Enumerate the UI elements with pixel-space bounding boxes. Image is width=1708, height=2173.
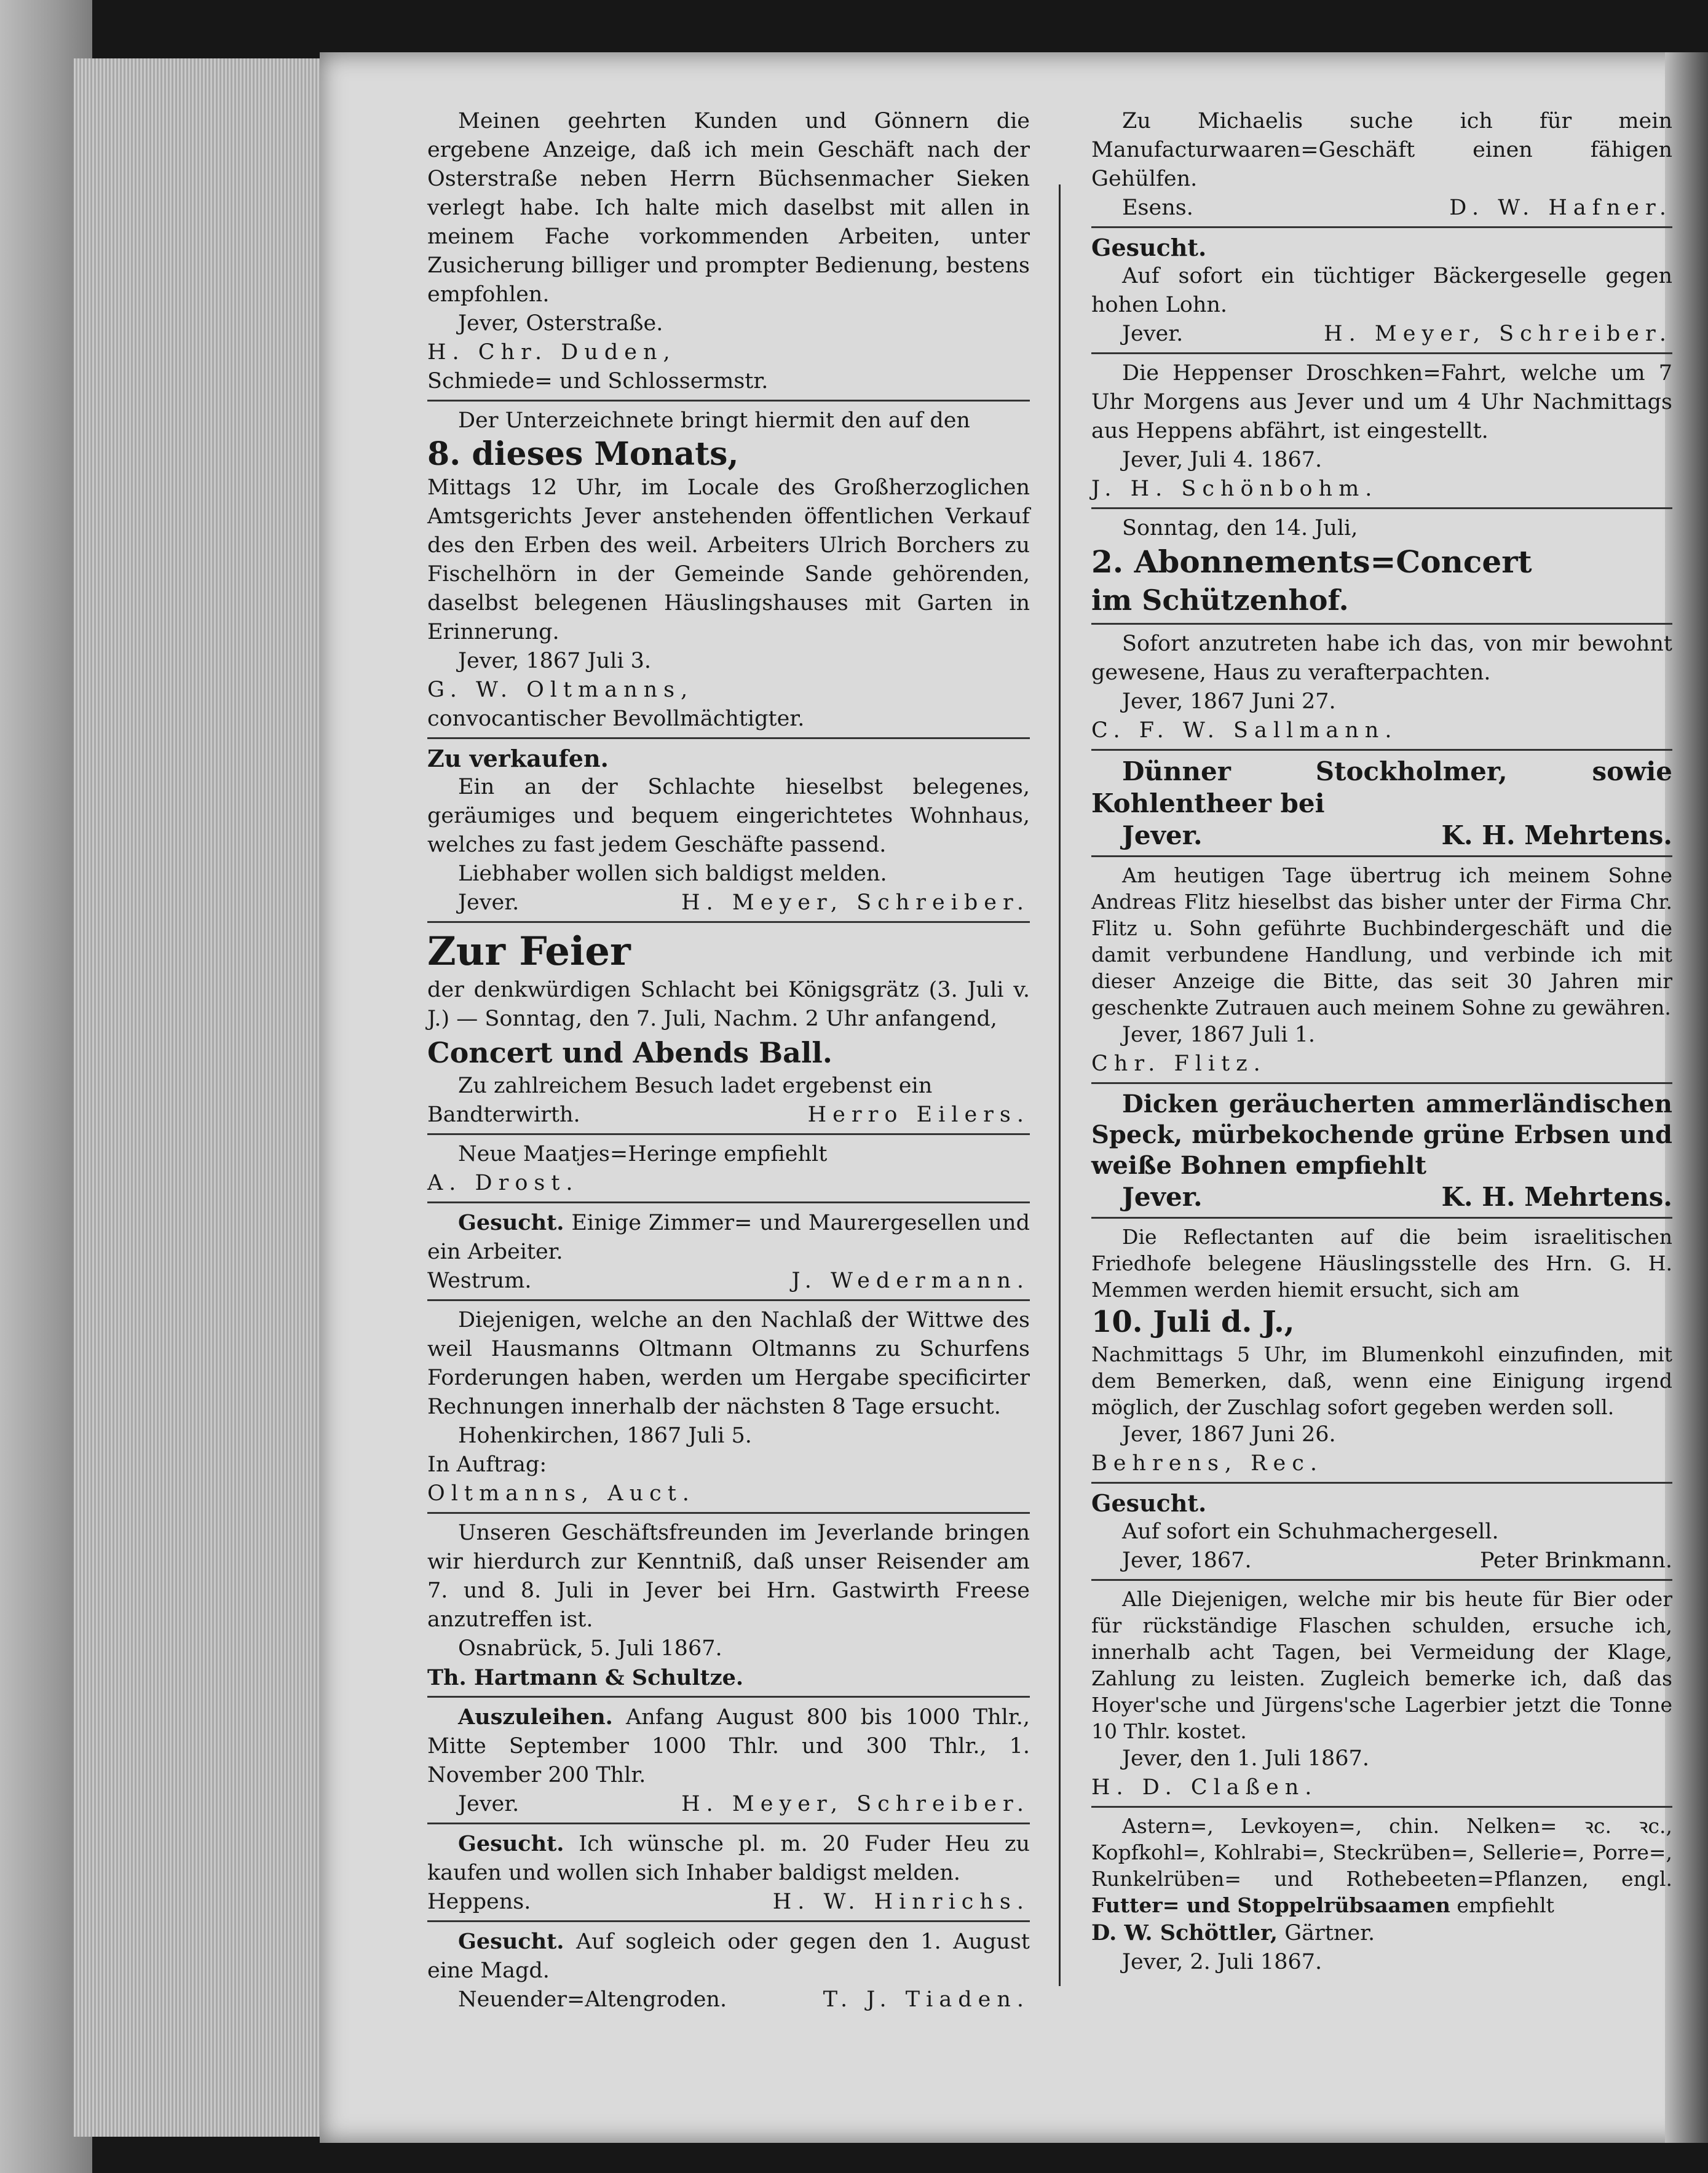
ad-date-heading: 8. dieses Monats,: [427, 435, 739, 473]
ad-date: Sonntag, den 14. Juli,: [1122, 516, 1358, 540]
ad-verkaufen: [427, 742, 1030, 923]
ad-signature: G. W. Oltmanns,: [427, 678, 694, 702]
ad-signature: Behrens, Rec.: [1091, 1451, 1323, 1476]
ad-hartmann: [427, 1516, 1030, 1698]
ad-text2: Liebhaber wollen sich baldigst melden.: [458, 861, 887, 886]
ad-signature: K. H. Mehrtens.: [1441, 820, 1672, 850]
ad-signature: C. F. W. Sallmann.: [1091, 718, 1398, 743]
ad-intro: Der Unterzeichnete bringt hiermit den auf den: [458, 408, 970, 433]
ad-signature: Peter Brinkmann.: [1480, 1548, 1672, 1573]
ad-date: Hohenkirchen, 1867 Juli 5.: [458, 1423, 752, 1448]
ad-heading: Zur Feier: [427, 928, 631, 975]
ad-schuhmacher: [1091, 1486, 1672, 1581]
ad-duden: [427, 105, 1030, 402]
ad-place: Jever.: [1122, 820, 1203, 850]
ad-footer: [427, 1985, 1030, 2014]
ad-signature: H. Meyer, Schreiber.: [681, 890, 1030, 915]
right-column: [1091, 105, 1672, 1983]
ad-title: Schmiede= und Schlossermstr.: [427, 369, 769, 394]
ad-footer: [427, 1888, 1030, 1917]
ad-maatjes: [427, 1138, 1030, 1203]
ad-text: Ich wünsche pl. m. 20 Fuder Heu zu kaufen und wollen sich Inhaber baldigst melden.: [427, 1832, 1030, 1885]
ad-text: der denkwürdigen Schlacht bei Königsgrätz (3. Juli v. J.) — Sonntag, den 7. Juli, Nachm. 2 Uhr anfangend,: [427, 978, 1030, 1031]
ad-place: Jever.: [1122, 1182, 1203, 1212]
ad-date: Jever, 1867.: [1122, 1548, 1252, 1573]
ad-place: Neuender=Altengroden.: [458, 1987, 727, 2012]
ad-date: Jever, Juli 4. 1867.: [1122, 448, 1323, 472]
ad-sallmann: [1091, 627, 1672, 751]
ad-signature: Chr. Flitz.: [1091, 1051, 1267, 1076]
ad-text: Anfang August 800 bis 1000 Thlr., Mitte September 1000 Thlr. und 300 Thlr., 1. November 200 Thlr.: [427, 1705, 1030, 1787]
ad-nachlass: [427, 1304, 1030, 1514]
ad-event: Concert und Abends Ball.: [427, 1036, 832, 1069]
ad-signature: J. Wedermann.: [791, 1269, 1030, 1293]
ad-footer: [427, 1101, 1030, 1130]
ad-signature: D. W. Hafner.: [1449, 196, 1672, 220]
ad-hafner: [1091, 105, 1672, 228]
ad-place: Heppens.: [427, 1890, 531, 1914]
ad-text: Diejenigen, welche an den Nachlaß der Wittwe des weil Hausmanns Oltmann Oltmanns zu Schurfens Forderungen haben, werden um Hergabe specificirter Rechnungen innerhalb der nächsten 8 Tage ersucht.: [427, 1308, 1030, 1419]
ad-date-heading: 10. Juli d. J.,: [1091, 1305, 1295, 1339]
ad-footer: [427, 1790, 1030, 1819]
ad-text: Die Reflectanten auf die beim israelitischen Friedhofe belegene Häuslingsstelle des Hrn. G. H. Memmen werden hiemit ersucht, sich am: [1091, 1225, 1672, 1302]
ad-heading: Gesucht.: [458, 1210, 564, 1235]
ad-signature: J. H. Schönbohm.: [1091, 477, 1378, 501]
ad-text: Die Heppenser Droschken=Fahrt, welche um 7 Uhr Morgens aus Jever und um 4 Uhr Nachmittags aus Heppens abfährt, ist eingestellt.: [1091, 361, 1672, 443]
ad-footer: [1091, 320, 1672, 349]
ad-place: Bandterwirth.: [427, 1102, 580, 1127]
ad-flitz: [1091, 860, 1672, 1084]
ad-title: Gärtner.: [1284, 1921, 1375, 1945]
ad-text: Einige Zimmer= und Maurergesellen und ein Arbeiter.: [427, 1211, 1030, 1264]
ad-place: Jever.: [458, 890, 520, 915]
ad-footer: [1091, 1546, 1672, 1575]
ad-text: Neue Maatjes=Heringe empfiehlt: [458, 1142, 828, 1166]
page-block-edges: [74, 58, 332, 2137]
ad-schoettler: [1091, 1810, 1672, 1981]
ad-feier: [427, 925, 1030, 1135]
ad-date: Jever, 1867 Juli 3.: [458, 649, 652, 673]
ad-signature: A. Drost.: [427, 1171, 579, 1195]
ad-date: Jever, 2. Juli 1867.: [1122, 1950, 1323, 1974]
ad-gesucht-magd: [427, 1925, 1030, 2018]
ad-auction: [427, 404, 1030, 739]
ad-date: Jever, den 1. Juli 1867.: [1122, 1746, 1369, 1771]
ad-invite: Zu zahlreichem Besuch ladet ergebenst ein: [458, 1074, 933, 1098]
ad-signature: Th. Hartmann & Schultze.: [427, 1665, 744, 1690]
ad-text: Auf sofort ein Schuhmachergesell.: [1122, 1519, 1499, 1544]
ad-footer: [1091, 1181, 1672, 1213]
ad-auszuleihen: [427, 1700, 1030, 1824]
left-column: [427, 105, 1030, 2021]
ad-signature: H. D. Claßen.: [1091, 1775, 1318, 1800]
ad-place: Jever, Osterstraße.: [458, 311, 663, 336]
ad-heading: Gesucht.: [1091, 234, 1207, 261]
ad-text: Auf sogleich oder gegen den 1. August eine Magd.: [427, 1930, 1030, 1983]
ad-date: Jever, 1867 Juni 27.: [1122, 689, 1336, 714]
ad-signature: H. Meyer, Schreiber.: [1324, 322, 1672, 346]
ad-droschke: [1091, 357, 1672, 509]
ad-text: Dicken geräucherten ammerländischen Speck, mürbekochende grüne Erbsen und weiße Bohnen empfiehlt: [1091, 1090, 1672, 1180]
ad-text: Unseren Geschäftsfreunden im Jeverlande bringen wir hierdurch zur Kenntniß, daß unser Reisender am 7. und 8. Juli in Jever bei Hrn. Gastwirth Freese anzutreffen ist.: [427, 1521, 1030, 1632]
ad-heading: Gesucht.: [1091, 1489, 1207, 1517]
ad-footer: [427, 1267, 1030, 1296]
ad-text: Am heutigen Tage übertrug ich meinem Sohne Andreas Flitz hieselbst das bisher unter der Firma Chr. Flitz u. Sohn geführte Buchbindergeschäft und die damit verbundene Handlung, und verbinde ich mit dieser Anzeige die Bitte, das seit 30 Jahren mir geschenkte Zutrauen auch meinem Sohne zu gewähren.: [1091, 863, 1672, 1019]
ad-text: Dünner Stockholmer, sowie Kohlentheer bei: [1091, 756, 1672, 818]
ad-text: Ein an der Schlachte hieselbst belegenes, geräumiges und bequem eingerichtetes Wohnhaus, welches zu fast jedem Geschäfte passend.: [427, 775, 1030, 857]
ad-text: Alle Diejenigen, welche mir bis heute für Bier oder für rückständige Flaschen schulden, ersuche ich, innerhalb acht Tagen, bei Vermeidung der Klage, Zahlung zu leisten. Zugleich bemerke ich, daß das Hoyer'sche und Jürgens'sche Lagerbier jetzt die Tonne 10 Thlr. kostet.: [1091, 1587, 1672, 1743]
ad-text: Astern=, Levkoyen=, chin. Nelken= ꝛc. ꝛc., Kopfkohl=, Kohlrabi=, Steckrüben=, Sellerie=, Porre=, Runkelrüben= und Rothebeeten=Pflanzen, engl.: [1091, 1814, 1672, 1891]
ad-speck: [1091, 1086, 1672, 1219]
ad-gesucht-heu: [427, 1827, 1030, 1922]
ad-footer: [427, 889, 1030, 917]
ad-text: Sofort anzutreten habe ich das, von mir bewohnt gewesene, Haus zu verafterpachten.: [1091, 631, 1672, 685]
ad-signature: Oltmanns, Auct.: [427, 1481, 695, 1506]
ad-signature: H. Meyer, Schreiber.: [681, 1792, 1030, 1816]
ad-heading: Zu verkaufen.: [427, 745, 609, 772]
ad-stockholmer: [1091, 753, 1672, 857]
ad-signature: H. Chr. Duden,: [427, 340, 676, 365]
ad-signature: Herro Eilers.: [807, 1102, 1030, 1127]
ad-concert: [1091, 512, 1672, 625]
ad-footer: [1091, 194, 1672, 223]
ad-signature: H. W. Hinrichs.: [772, 1890, 1030, 1914]
ad-signature: K. H. Mehrtens.: [1441, 1182, 1672, 1212]
ad-text: Auf sofort ein tüchtiger Bäckergeselle gegen hohen Lohn.: [1091, 264, 1672, 317]
ad-signature: D. W. Schöttler,: [1091, 1920, 1278, 1945]
ad-place: Jever.: [458, 1792, 520, 1816]
ad-heading: Gesucht.: [458, 1831, 564, 1856]
ad-signature: T. J. Tiaden.: [823, 1987, 1030, 2012]
ad-gesucht-maurer: [427, 1206, 1030, 1301]
ad-text2: Nachmittags 5 Uhr, im Blumenkohl einzufinden, mit dem Bemerken, daß, wenn eine Einigung irgend möglich, der Zuschlag sofort gegeben werden soll.: [1091, 1342, 1672, 1419]
ad-place: Esens.: [1122, 196, 1193, 220]
ad-heading: Auszuleihen.: [458, 1704, 613, 1730]
ad-auftrag: In Auftrag:: [427, 1452, 547, 1477]
ad-text2: empfiehlt: [1457, 1893, 1554, 1917]
ad-text: Meinen geehrten Kunden und Gönnern die ergebene Anzeige, daß ich mein Geschäft nach der Osterstraße neben Herrn Büchsenmacher Sieken verlegt habe. Ich halte mich daselbst mit allen in meinem Fache vorkommenden Arbeiten, unter Zusicherung billiger und prompter Bedienung, bestens empfohlen.: [427, 109, 1030, 307]
ad-subheading: im Schützenhof.: [1091, 584, 1349, 617]
ad-title: convocantischer Bevollmächtigter.: [427, 707, 805, 731]
ad-heading: Gesucht.: [458, 1929, 564, 1954]
ad-memmen: [1091, 1221, 1672, 1484]
ad-heading: 2. Abonnements=Concert: [1091, 544, 1532, 580]
ad-text: Zu Michaelis suche ich für mein Manufacturwaaren=Geschäft einen fähigen Gehülfen.: [1091, 109, 1672, 191]
ad-classen: [1091, 1583, 1672, 1808]
column-divider: [1059, 184, 1061, 1986]
ad-footer: [1091, 820, 1672, 852]
ad-place: Westrum.: [427, 1269, 532, 1293]
ad-date: Jever, 1867 Juli 1.: [1122, 1023, 1316, 1047]
ad-date: Jever, 1867 Juni 26.: [1122, 1422, 1336, 1447]
ad-text: Mittags 12 Uhr, im Locale des Großherzoglichen Amtsgerichts Jever anstehenden öffentlichen Verkauf des den Erben des weil. Arbeiters Ulrich Borchers zu Fischelhörn in der Gemeinde Sande gehörenden, daselbst belegenen Häuslingshauses mit Garten in Erinnerung.: [427, 475, 1030, 644]
ad-place: Jever.: [1122, 322, 1184, 346]
ad-bold-text: Futter= und Stoppelrübsaamen: [1091, 1893, 1450, 1917]
ad-baecker: [1091, 231, 1672, 354]
ad-date: Osnabrück, 5. Juli 1867.: [458, 1636, 722, 1661]
